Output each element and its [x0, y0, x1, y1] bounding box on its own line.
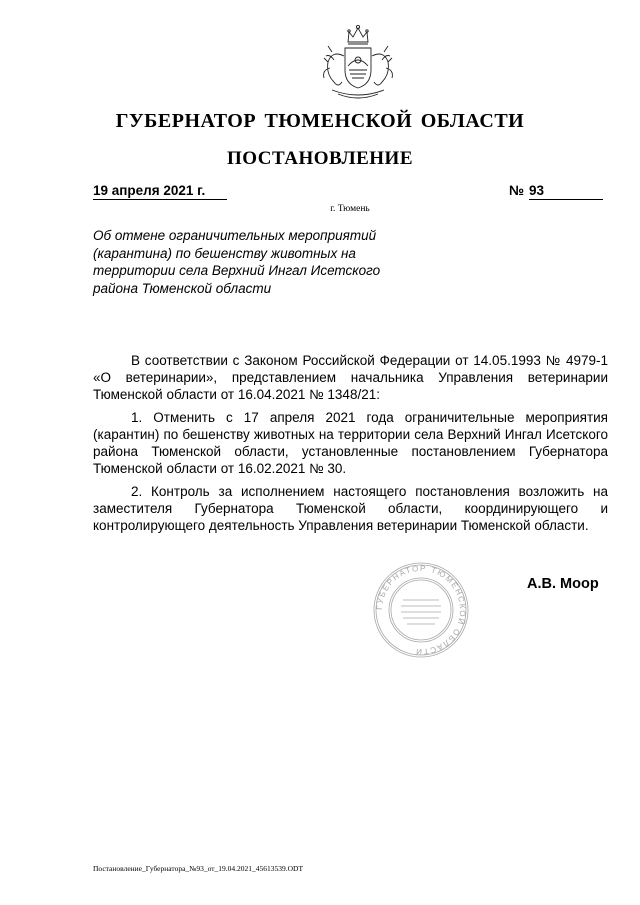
document-body [93, 352, 608, 540]
body-paragraph: 2. Контроль за исполнением настоящего постановления возложить на заместителя Губернатора Тюменской области, координирующего и контролирующего деятельность Управления ветеринарии Тюменской области. [93, 484, 608, 533]
body-paragraph: 1. Отменить с 17 апреля 2021 года ограничительные мероприятия (карантин) по бешенству животных на территории села Верхний Ингал Исетского района Тюменской области, установленные постановлением Губернатора Тюменской области от 16.02.2021 № 30. [93, 410, 608, 476]
stamp-seal-icon [371, 560, 471, 660]
signature-name: А.В. Моор [527, 576, 599, 592]
file-footer: Постановление_Губернатора_№93_от_19.04.2021_45613539.ODT [93, 864, 304, 873]
document-date: 19 апреля 2021 г. [93, 183, 227, 200]
city-label: г. Тюмень [330, 204, 370, 214]
coat-of-arms-icon [318, 22, 398, 104]
seal-text: ГУБЕРНАТОР ТЮМЕНСКОЙ ОБЛАСТИ [374, 563, 468, 657]
number-label: № [509, 183, 525, 198]
body-paragraph: В соответствии с Законом Российской Федерации от 14.05.1993 № 4979-1 «О ветеринарии», представлением начальника Управления ветеринарии Тюменской области от 16.04.2021 № 1348/21: [93, 353, 608, 402]
document-number: 93 [529, 183, 603, 200]
issuer-title: ГУБЕРНАТОР ТЮМЕНСКОЙ ОБЛАСТИ [115, 110, 525, 132]
document-type: ПОСТАНОВЛЕНИЕ [226, 148, 414, 169]
document-subject: Об отмене ограничительных мероприятий (карантина) по бешенству животных на территории села Верхний Ингал Исетского района Тюменской области [93, 228, 381, 296]
